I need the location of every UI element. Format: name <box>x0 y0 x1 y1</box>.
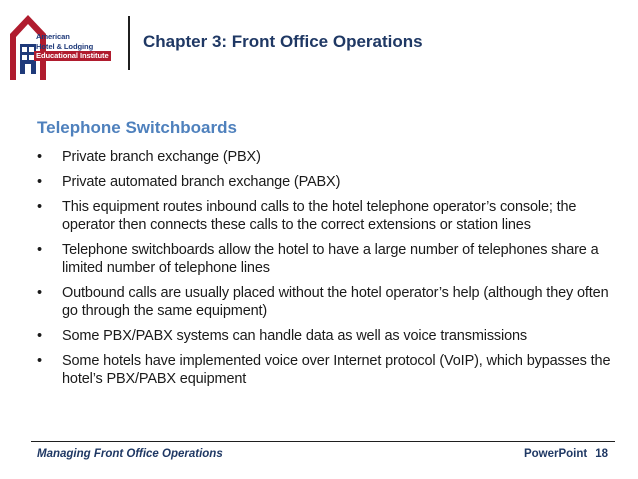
bullet-item <box>37 241 627 277</box>
footer-page-info <box>524 448 608 460</box>
bullet-item <box>37 352 627 388</box>
header-divider <box>128 16 130 70</box>
bullet-text: Some hotels have implemented voice over Internet protocol (VoIP), which bypasses the hotel’s PBX/PABX equipment <box>62 353 611 387</box>
bullet-text: Outbound calls are usually placed without the hotel operator’s help (although they often go through the same equipment) <box>62 285 609 319</box>
bullet-item <box>37 148 627 166</box>
bullet-item <box>37 173 627 191</box>
chapter-title: Chapter 3: Front Office Operations <box>143 32 423 51</box>
bullet-text: Some PBX/PABX systems can handle data as well as voice transmissions <box>62 328 528 344</box>
bullet-text: Private branch exchange (PBX) <box>62 149 261 165</box>
bullet-marker: • <box>37 328 42 344</box>
bullet-text: This equipment routes inbound calls to the hotel telephone operator’s console; the operator then connects these calls to the correct extensions or station lines <box>62 199 577 233</box>
bullet-marker: • <box>37 353 42 369</box>
bullet-marker: • <box>37 149 42 165</box>
bullet-marker: • <box>37 174 42 190</box>
bullet-text: Telephone switchboards allow the hotel to have a large number of telephones share a limited number of telephone lines <box>62 242 599 276</box>
section-title: Telephone Switchboards <box>37 118 237 137</box>
logo-line-1: American <box>36 32 70 41</box>
ahlei-logo <box>8 12 124 82</box>
logo-line-3: Educational Institute <box>36 51 109 61</box>
bullet-marker: • <box>37 242 42 258</box>
bullet-item <box>37 284 627 320</box>
logo-wordmark <box>36 32 126 61</box>
bullet-list <box>37 148 627 395</box>
logo-line-2: Hotel & Lodging <box>36 41 94 51</box>
bullet-item <box>37 327 627 345</box>
footer-powerpoint-label: PowerPoint <box>523 448 588 460</box>
bullet-text: Private automated branch exchange (PABX) <box>62 174 341 190</box>
page-number: 18 <box>595 448 608 460</box>
bullet-item <box>37 198 627 234</box>
bullet-marker: • <box>37 199 42 215</box>
footer-course-title: Managing Front Office Operations <box>37 448 223 460</box>
bullet-marker: • <box>37 285 42 301</box>
footer-divider <box>31 441 615 442</box>
